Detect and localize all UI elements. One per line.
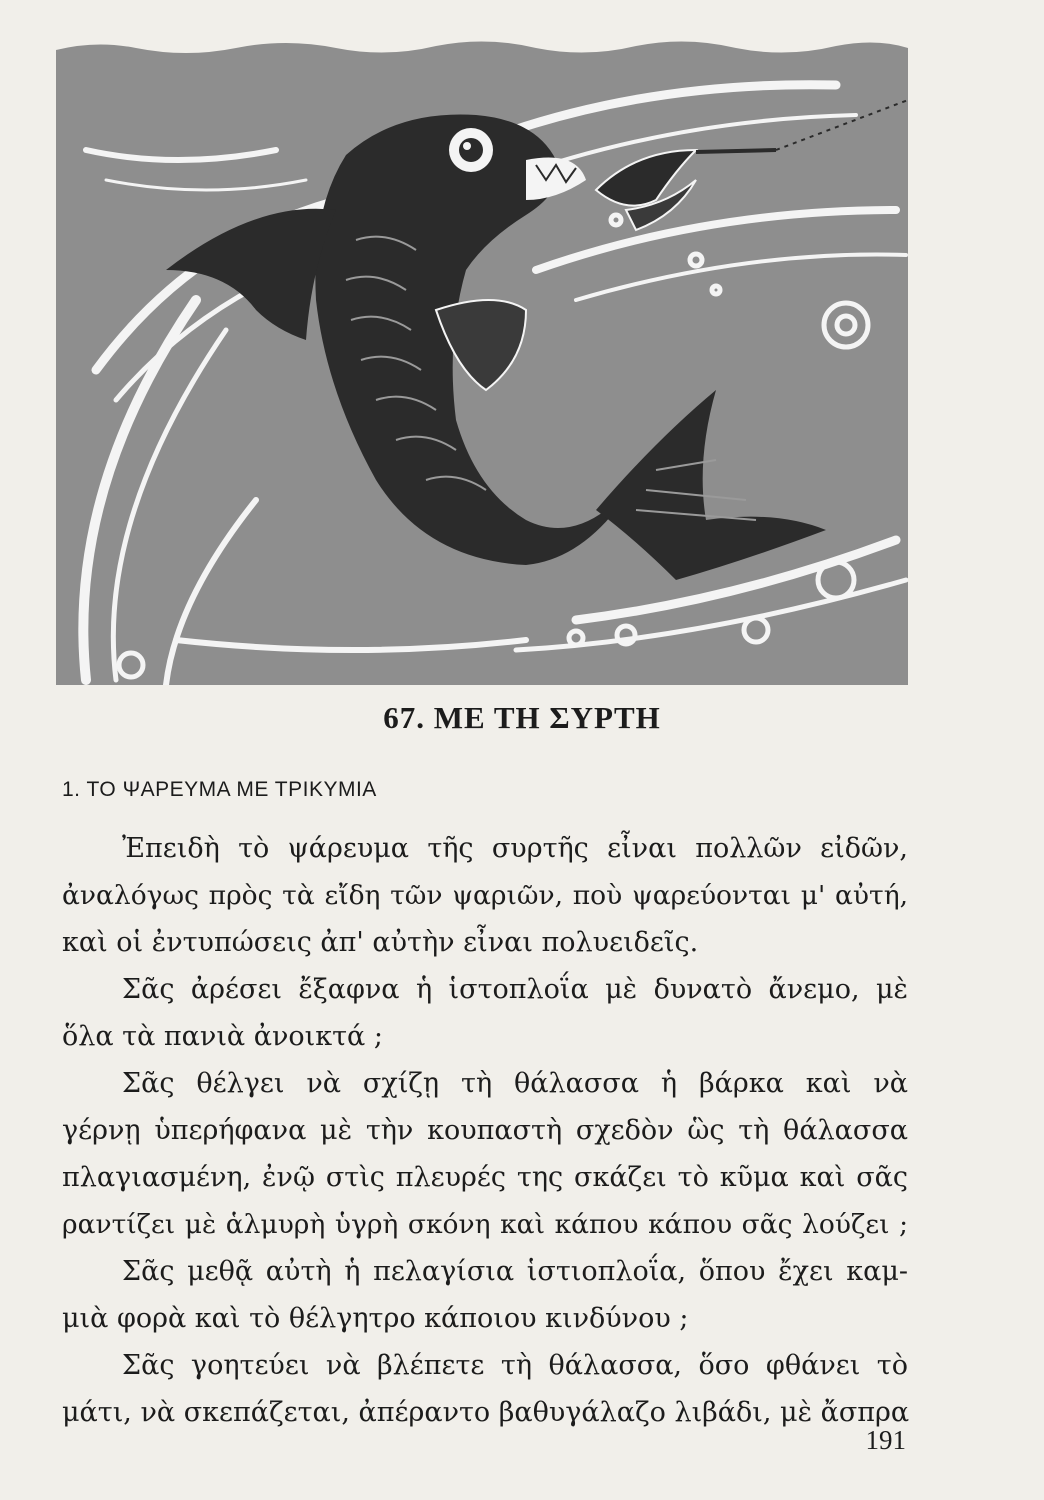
text-line: Σᾶς μεθᾷ αὐτὴ ἡ πελαγίσια ἱστιοπλοΐα, ὅπου ἔχει καμ-: [122, 1256, 908, 1287]
text-line: Σᾶς θέλγει νὰ σχίζῃ τὴ θάλασσα ἡ βάρκα καὶ νὰ: [122, 1068, 908, 1099]
text-line: μάτι, νὰ σκεπάζεται, ἀπέραντο βαθυγάλαζο λιβάδι, μὲ ἄσπρα: [62, 1397, 910, 1428]
section-heading: 1. ΤΟ ΨΑΡΕΥΜΑ ΜΕ ΤΡΙΚΥΜΙΑ: [62, 778, 377, 801]
chapter-title: 67. ΜΕ ΤΗ ΣΥΡΤΗ: [383, 700, 661, 735]
text-line: γέρνῃ ὑπερήφανα μὲ τὴν κουπαστὴ σχεδὸν ὣς τὴ θάλασσα: [62, 1115, 908, 1146]
page-number: 191: [865, 1425, 906, 1455]
text-line: μιὰ φορὰ καὶ τὸ θέλγητρο κάποιου κινδύνου ;: [62, 1303, 689, 1334]
text-line: πλαγιασμένη, ἐνῷ στὶς πλευρές της σκάζει τὸ κῦμα καὶ σᾶς: [62, 1162, 908, 1193]
text-line: Ἐπειδὴ τὸ ψάρευμα τῆς συρτῆς εἶναι πολλῶν εἰδῶν,: [122, 833, 908, 864]
text-line: Σᾶς γοητεύει νὰ βλέπετε τὴ θάλασσα, ὅσο φθάνει τὸ: [122, 1350, 908, 1381]
text-line: Σᾶς ἀρέσει ἔξαφνα ἡ ἱστοπλοΐα μὲ δυνατὸ ἄνεμο, μὲ: [122, 974, 908, 1005]
text-line: ἀναλόγως πρὸς τὰ εἴδη τῶν ψαριῶν, ποὺ ψαρεύονται μ' αὐτή,: [62, 880, 908, 911]
fish-illustration: [56, 40, 908, 685]
text-line: ὅλα τὰ πανιὰ ἀνοικτά ;: [62, 1021, 383, 1052]
body-text: [62, 825, 908, 1436]
text-line: ραντίζει μὲ ἁλμυρὴ ὑγρὴ σκόνη καὶ κάπου κάπου σᾶς λούζει ;: [62, 1209, 908, 1240]
text-line: καὶ οἱ ἐντυπώσεις ἀπ' αὐτὴν εἶναι πολυειδεῖς.: [62, 927, 699, 958]
